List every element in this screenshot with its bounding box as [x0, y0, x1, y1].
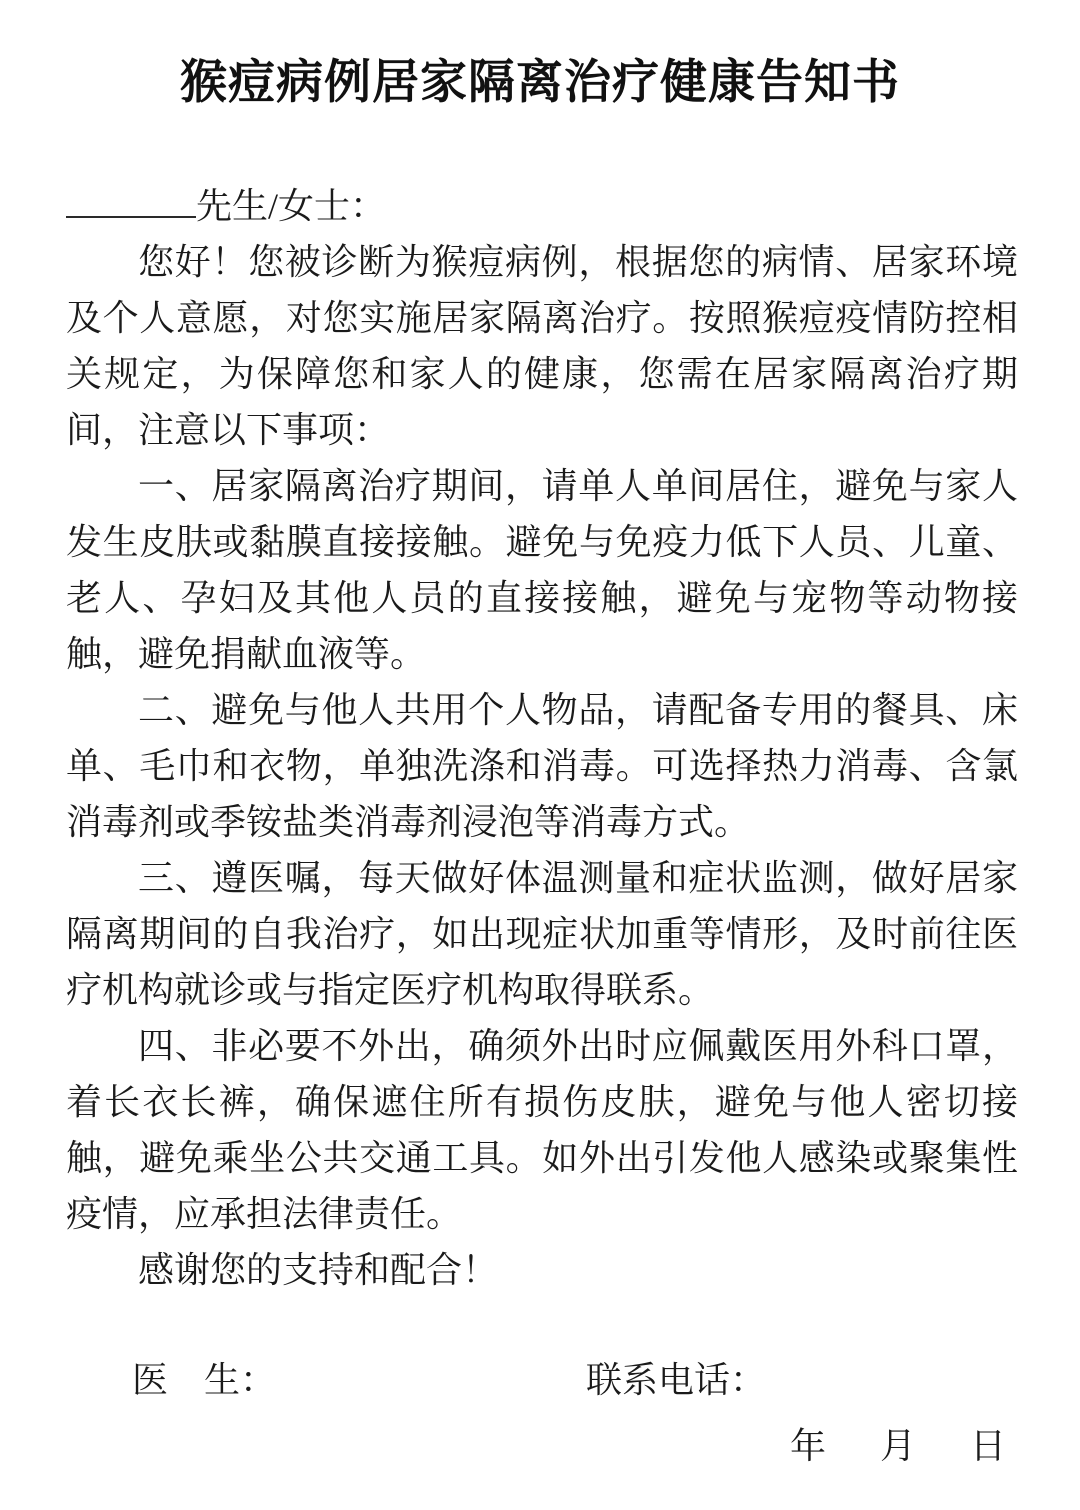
- salutation-text: 先生/女士：: [196, 186, 387, 226]
- item-1-paragraph: 一、居家隔离治疗期间，请单人单间居住，避免与家人发生皮肤或黏膜直接接触。避免与免疫力低下人员、儿童、老人、孕妇及其他人员的直接接触，避免与宠物等动物接触，避免捐献血液等。: [66, 466, 1018, 674]
- thanks-paragraph: 感谢您的支持和配合！: [138, 1250, 499, 1290]
- doctor-label: 医 生：: [132, 1360, 277, 1400]
- item-2-paragraph: 二、避免与他人共用个人物品，请配备专用的餐具、床单、毛巾和衣物，单独洗涤和消毒。可选择热力消毒、含氯消毒剂或季铵盐类消毒剂浸泡等消毒方式。: [66, 690, 1018, 842]
- intro-paragraph: 您好！您被诊断为猴痘病例，根据您的病情、居家环境及个人意愿，对您实施居家隔离治疗。按照猴痘疫情防控相关规定，为保障您和家人的健康，您需在居家隔离治疗期间，注意以下事项：: [66, 242, 1018, 450]
- contact-phone-label: 联系电话：: [586, 1360, 767, 1400]
- item-3-paragraph: 三、遵医嘱，每天做好体温测量和症状监测，做好居家隔离期间的自我治疗，如出现症状加重等情形，及时前往医疗机构就诊或与指定医疗机构取得联系。: [66, 858, 1018, 1010]
- signature-row: [0, 1352, 1080, 1408]
- page-title: 猴痘病例居家隔离治疗健康告知书: [180, 57, 900, 109]
- salutation-line: [66, 178, 1018, 234]
- document-body: [0, 178, 1080, 1298]
- date-month-label: 月: [879, 1426, 916, 1466]
- name-blank-underline: [66, 182, 196, 218]
- date-row: [0, 1418, 1080, 1474]
- date-year-label: 年: [789, 1426, 826, 1466]
- item-4-paragraph: 四、非必要不外出，确须外出时应佩戴医用外科口罩，着长衣长裤，确保遮住所有损伤皮肤，避免与他人密切接触，避免乘坐公共交通工具。如外出引发他人感染或聚集性疫情，应承担法律责任。: [66, 1026, 1018, 1234]
- date-day-label: 日: [969, 1426, 1006, 1466]
